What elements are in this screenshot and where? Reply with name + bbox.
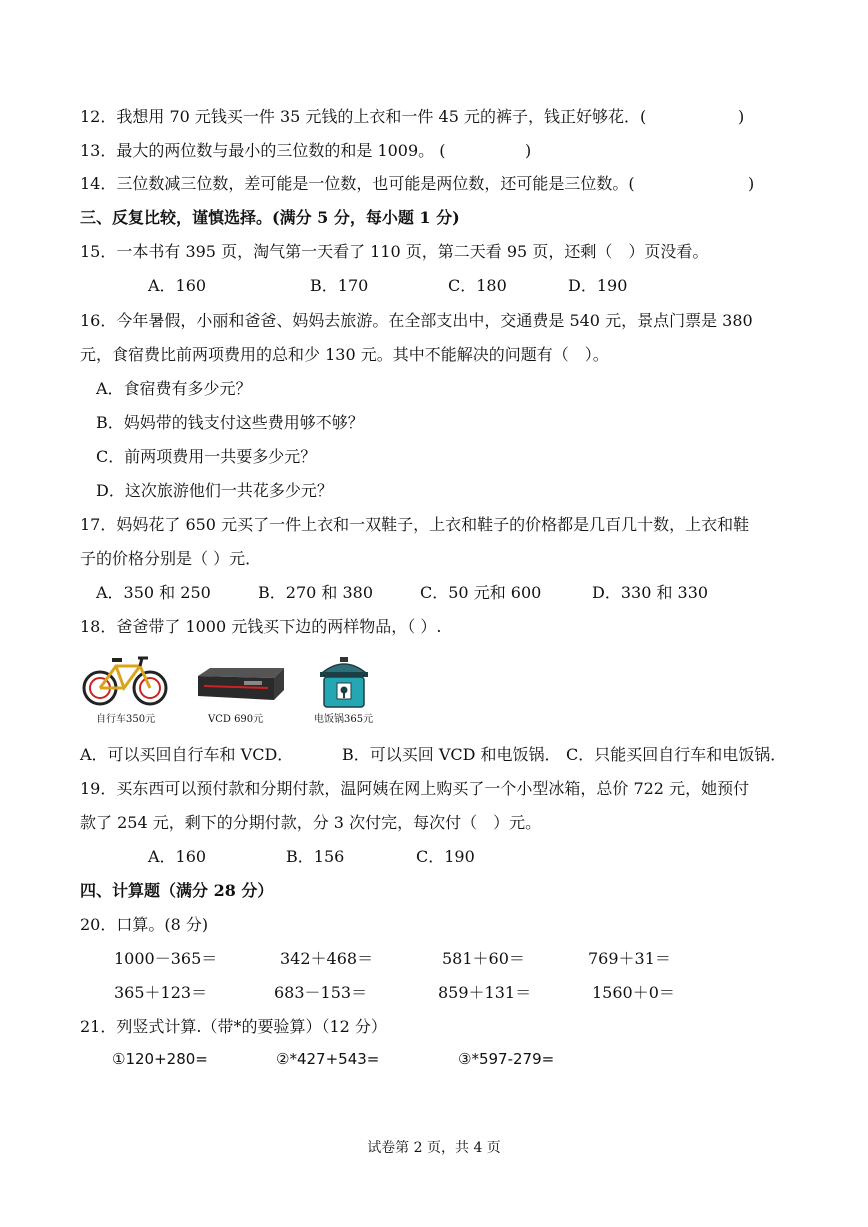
q20-row1-item1: 1000－365＝: [114, 949, 218, 968]
q17-option-c: C．50 元和 600: [420, 583, 542, 602]
vcd-player-image: [194, 666, 286, 702]
q20-row1-item3: 581＋60＝: [442, 949, 525, 968]
q15-option-a: A．160: [148, 276, 207, 295]
q19-option-a: A．160: [148, 847, 207, 866]
bicycle-image: [82, 652, 170, 708]
q16-option-c: C．前两项费用一共要多少元？: [96, 447, 317, 466]
q15-option-b: B．170: [310, 276, 369, 295]
q20-row1-item2: 342＋468＝: [280, 949, 374, 968]
question-16-line1: 16．今年暑假，小丽和爸爸、妈妈去旅游。在全部支出中，交通费是 540 元，景点门票是 380: [80, 311, 753, 330]
q16-option-a: A．食宿费有多少元？: [96, 379, 252, 398]
question-13-paren-close: ): [525, 141, 532, 160]
q18-option-c: C．只能买回自行车和电饭锅．: [566, 745, 787, 764]
rice-cooker-caption: 电饭锅365元: [314, 714, 374, 725]
section-3-heading: 三、反复比较，谨慎选择。(满分 5 分，每小题 1 分): [80, 208, 460, 227]
question-13: 13．最大的两位数与最小的三位数的和是 1009。 (: [80, 141, 446, 160]
question-15: 15．一本书有 395 页，淘气第一天看了 110 页，第二天看 95 页，还剩（ ）页没看。: [80, 242, 709, 261]
q17-option-a: A．350 和 250: [96, 583, 211, 602]
q18-option-a: A．可以买回自行车和 VCD．: [80, 745, 294, 764]
q16-option-d: D．这次旅游他们一共花多少元？: [96, 481, 333, 500]
q18-option-b: B．可以买回 VCD 和电饭锅．: [342, 745, 561, 764]
vcd-caption: VCD 690元: [208, 714, 264, 725]
question-16-line2: 元，食宿费比前两项费用的总和少 130 元。其中不能解决的问题有（ ）。: [80, 345, 609, 364]
q20-row2-item4: 1560＋0＝: [592, 983, 675, 1002]
q20-row2-item3: 859＋131＝: [438, 983, 532, 1002]
q17-option-b: B．270 和 380: [258, 583, 374, 602]
q15-option-d: D．190: [568, 276, 628, 295]
q20-row2-item2: 683－153＝: [274, 983, 368, 1002]
question-17-line2: 子的价格分别是（ ）元．: [80, 549, 262, 568]
q20-row1-item4: 769＋31＝: [588, 949, 671, 968]
q19-option-b: B．156: [286, 847, 345, 866]
question-21: 21．列竖式计算.（带*的要验算）（12 分）: [80, 1017, 387, 1036]
question-18: 18．爸爸带了 1000 元钱买下边的两样物品，（ ）.: [80, 617, 442, 636]
page-footer: 试卷第 2 页，共 4 页: [367, 1140, 501, 1156]
question-14: 14．三位数减三位数，差可能是一位数，也可能是两位数，还可能是三位数。(: [80, 174, 635, 193]
section-4-heading: 四、计算题（满分 28 分）: [80, 881, 274, 900]
question-12: 12．我想用 70 元钱买一件 35 元钱的上衣和一件 45 元的裤子，钱正好够花．(: [80, 107, 647, 126]
q20-row2-item1: 365＋123＝: [114, 983, 208, 1002]
question-20: 20．口算。(8 分): [80, 915, 209, 934]
question-14-paren-close: ): [748, 174, 755, 193]
question-17-line1: 17．妈妈花了 650 元买了一件上衣和一双鞋子，上衣和鞋子的价格都是几百几十数，上衣和鞋: [80, 515, 750, 534]
q21-item2: ②*427+543=: [276, 1050, 380, 1068]
q16-option-b: B．妈妈带的钱支付这些费用够不够？: [96, 413, 364, 432]
rice-cooker-image: [318, 655, 370, 711]
question-12-paren-close: ): [738, 107, 745, 126]
q21-item1: ①120+280=: [112, 1050, 208, 1068]
question-19-line2: 款了 254 元，剩下的分期付款，分 3 次付完，每次付（ ）元。: [80, 813, 542, 832]
question-19-line1: 19．买东西可以预付款和分期付款，温阿姨在网上购买了一个小型冰箱，总价 722 元，她预付: [80, 779, 750, 798]
q15-option-c: C．180: [448, 276, 507, 295]
bicycle-caption: 自行车350元: [96, 714, 156, 725]
q21-item3: ③*597-279=: [458, 1050, 555, 1068]
q17-option-d: D．330 和 330: [592, 583, 709, 602]
q19-option-c: C．190: [416, 847, 475, 866]
